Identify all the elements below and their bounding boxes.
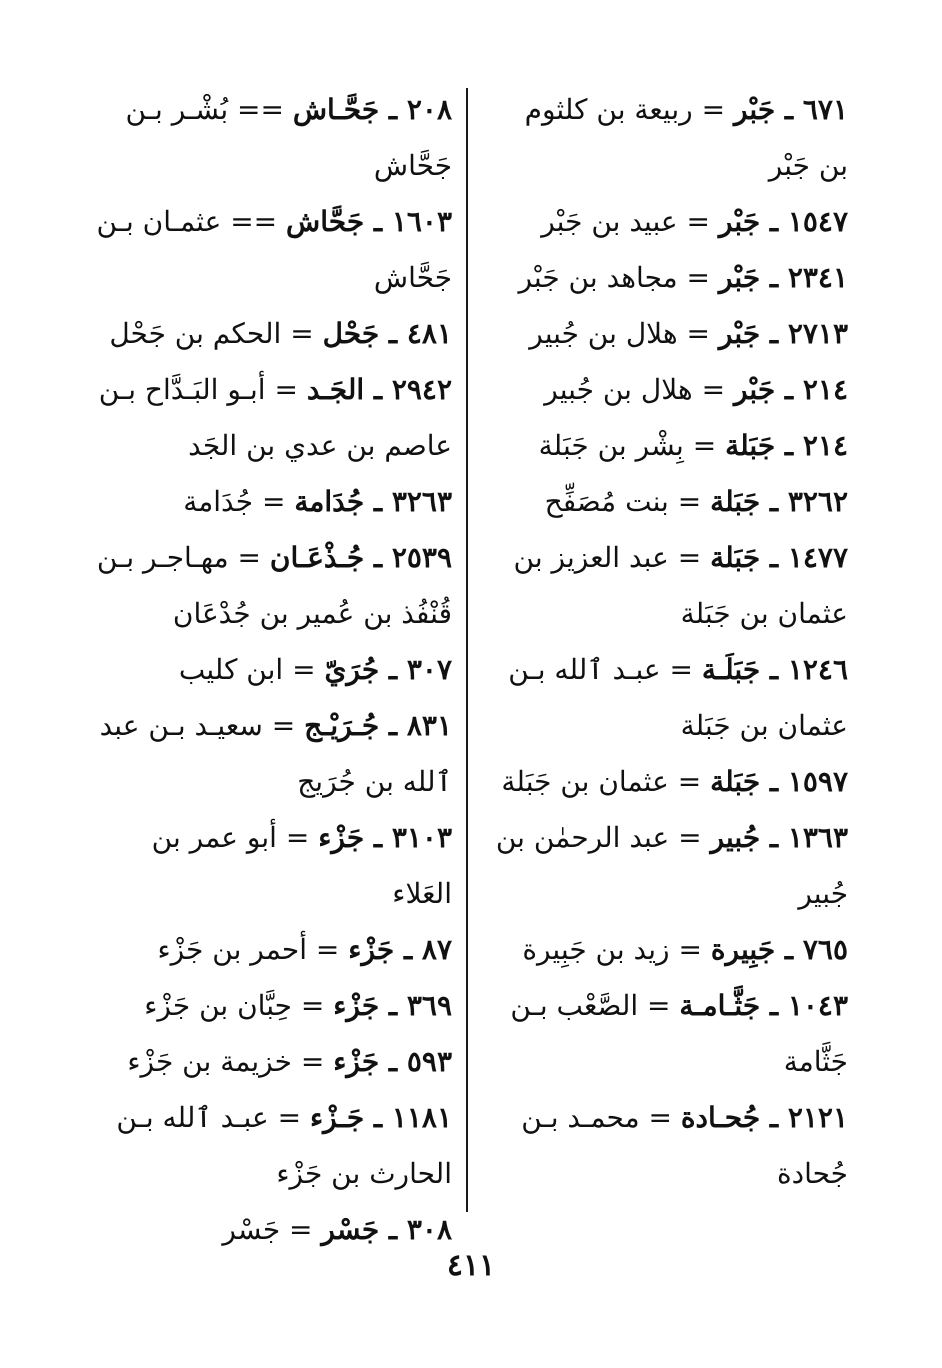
entry-text: الحكم بن جَحْل — [109, 317, 282, 350]
entry-headword: جَبْر — [733, 93, 776, 126]
index-entry — [492, 418, 848, 474]
index-entry — [492, 82, 848, 194]
entry-number: ٥٩٣ — [406, 1045, 452, 1078]
entry-equals: = — [701, 373, 726, 406]
entry-number: ٢١٤ — [802, 373, 848, 406]
index-entry — [492, 1090, 848, 1202]
index-entry — [96, 698, 452, 810]
index-entry — [96, 978, 452, 1034]
entry-headword: جَـزْء — [310, 1101, 365, 1134]
entry-equals: = — [678, 933, 702, 966]
index-entry — [492, 642, 848, 754]
entry-dash: ـ — [760, 317, 788, 350]
entry-equals: = — [274, 373, 298, 406]
entry-headword: جَبَلة — [710, 541, 761, 574]
entry-dash: ـ — [394, 933, 422, 966]
entry-dash: ـ — [760, 261, 788, 294]
entry-number: ١٠٤٣ — [787, 989, 848, 1022]
entry-equals: = — [686, 205, 711, 238]
entry-equals: = — [290, 317, 314, 350]
entry-dash: ـ — [775, 373, 803, 406]
entry-number: ٣٢٦٢ — [787, 485, 848, 518]
entry-number: ٦٧١ — [802, 93, 848, 126]
entry-dash: ـ — [379, 317, 407, 350]
entry-dash: ـ — [760, 821, 788, 854]
entry-number: ٢١٤ — [802, 429, 848, 462]
index-entry — [96, 474, 452, 530]
column-divider — [466, 88, 468, 1212]
entry-equals: = — [678, 821, 702, 854]
index-entry — [96, 362, 452, 474]
entry-text: مهـاجـر بـن قُنْفُذ بن عُمير بن جُدْعَان — [96, 541, 452, 630]
index-entry — [492, 978, 848, 1090]
index-entry — [492, 474, 848, 530]
entry-dash: ـ — [364, 373, 392, 406]
entry-text: أبـو البَـدَّاح بـن عاصم بن عدي بن الجَد — [98, 373, 452, 462]
entry-dash: ـ — [379, 653, 407, 686]
entry-text: بِشْر بن جَبَلة — [538, 429, 684, 462]
entry-headword: جَبْر — [733, 373, 776, 406]
entry-dash: ـ — [379, 1045, 407, 1078]
entry-text: مجاهد بن جَبْر — [518, 261, 678, 294]
entry-equals: = — [277, 1101, 302, 1134]
entry-text: الصَّعْب بـن جَثَّامة — [510, 989, 848, 1078]
entry-number: ٣٦٩ — [406, 989, 452, 1022]
entry-equals: = — [677, 765, 702, 798]
entry-text: هلال بن جُبير — [544, 373, 693, 406]
entry-equals: == — [237, 93, 284, 126]
entry-number: ٢٣٤١ — [787, 261, 848, 294]
entry-headword: جَزْء — [333, 989, 380, 1022]
entry-number: ١٦٠٣ — [391, 205, 452, 238]
entry-headword: جَبِيرة — [710, 933, 776, 966]
entry-number: ٢٥٣٩ — [391, 541, 452, 574]
entry-equals: = — [300, 989, 325, 1022]
entry-text: حِبَّان بن جَزْء — [144, 989, 292, 1022]
entry-dash: ـ — [364, 541, 392, 574]
index-entry — [492, 810, 848, 922]
entry-headword: جَبَلَـة — [701, 653, 761, 686]
entry-text: عبـد ٱلله بـن عثمان بن جَبَلة — [508, 653, 848, 742]
entry-equals: = — [677, 485, 702, 518]
index-entry — [492, 530, 848, 642]
entry-headword: جَبْر — [718, 261, 761, 294]
entry-headword: جُرَيّ — [324, 653, 380, 686]
entry-dash: ـ — [775, 429, 803, 462]
entry-number: ٣٠٨ — [406, 1213, 452, 1246]
entry-equals: = — [289, 1213, 313, 1246]
entry-number: ١٥٩٧ — [787, 765, 848, 798]
entry-equals: = — [271, 709, 296, 742]
index-entry — [492, 754, 848, 810]
entry-text: ابن كليب — [178, 653, 284, 686]
index-entry — [96, 642, 452, 698]
entry-equals: = — [647, 989, 671, 1022]
entry-number: ٧٦٥ — [802, 933, 848, 966]
entry-dash: ـ — [364, 485, 392, 518]
entry-number: ٢٧١٣ — [787, 317, 848, 350]
index-entry — [96, 810, 452, 922]
entry-text: عبيد بن جَبْر — [541, 205, 678, 238]
entry-dash: ـ — [364, 1101, 392, 1134]
entry-dash: ـ — [364, 821, 392, 854]
entry-equals: = — [692, 429, 717, 462]
entry-dash: ـ — [760, 485, 788, 518]
entry-text: عبد العزيز بن عثمان بن جَبَلة — [513, 541, 848, 630]
entry-text: سعيـد بـن عبد ٱلله بن جُرَيج — [99, 709, 452, 798]
index-entry — [492, 194, 848, 250]
entry-equals: = — [315, 933, 340, 966]
entry-number: ١٣٦٣ — [787, 821, 848, 854]
entry-headword: الجَـد — [306, 373, 365, 406]
entry-headword: جَزْء — [318, 821, 365, 854]
entry-text: جُدَامة — [183, 485, 254, 518]
entry-equals: = — [292, 653, 316, 686]
entry-headword: جَثَّـامـة — [679, 989, 761, 1022]
entry-text: ربيعة بن كلثوم بن جَبْر — [524, 93, 848, 182]
entry-text: بُشْـر بـن جَحَّاش — [125, 93, 452, 182]
entry-number: ١١٨١ — [391, 1101, 452, 1134]
entry-text: هلال بن جُبير — [529, 317, 678, 350]
entry-text: جَسْر — [222, 1213, 281, 1246]
entry-dash: ـ — [379, 989, 407, 1022]
entry-number: ٨٧ — [421, 933, 452, 966]
entry-headword: جَزْء — [348, 933, 395, 966]
entry-headword: جُدَامة — [294, 485, 365, 518]
entry-headword: جَبَلة — [710, 765, 761, 798]
index-entry — [96, 922, 452, 978]
entry-headword: جَبَلة — [710, 485, 761, 518]
entry-headword: جَحَّاش — [286, 205, 365, 238]
entry-dash: ـ — [379, 709, 407, 742]
entry-headword: جَبَلة — [725, 429, 776, 462]
entry-equals: = — [686, 261, 711, 294]
index-column-left — [96, 82, 452, 1258]
index-entry — [96, 194, 452, 306]
entry-number: ٨٣١ — [406, 709, 452, 742]
entry-equals: = — [261, 485, 286, 518]
page-number: ٤١١ — [446, 1248, 496, 1283]
entry-headword: جُـرَيْـج — [304, 709, 380, 742]
entry-headword: جُبير — [710, 821, 761, 854]
entry-text: محمـد بـن جُحادة — [521, 1101, 848, 1190]
entry-equals: = — [285, 821, 310, 854]
entry-equals: = — [701, 93, 726, 126]
entry-number: ١٤٧٧ — [787, 541, 848, 574]
entry-dash: ـ — [775, 93, 803, 126]
entry-equals: = — [237, 541, 262, 574]
entry-dash: ـ — [379, 93, 407, 126]
entry-headword: جَبْر — [718, 205, 761, 238]
index-entry — [96, 530, 452, 642]
entry-number: ٢٠٨ — [406, 93, 452, 126]
entry-text: عثمان بن جَبَلة — [501, 765, 669, 798]
entry-number: ٣٠٧ — [406, 653, 452, 686]
entry-text: أحمر بن جَزْء — [157, 933, 307, 966]
entry-headword: جَسْر — [321, 1213, 380, 1246]
entry-text: عثمـان بـن جَحَّاش — [96, 205, 452, 294]
entry-number: ٢٩٤٢ — [391, 373, 452, 406]
entry-dash: ـ — [760, 541, 788, 574]
entry-number: ٣١٠٣ — [391, 821, 452, 854]
entry-equals: = — [300, 1045, 325, 1078]
index-entry — [492, 306, 848, 362]
entry-dash: ـ — [760, 653, 788, 686]
entry-text: عبد الرحمٰن بن جُبير — [495, 821, 848, 910]
entry-headword: جَحْل — [322, 317, 380, 350]
index-column-right — [492, 82, 848, 1202]
entry-equals: = — [669, 653, 693, 686]
entry-dash: ـ — [760, 1101, 788, 1134]
entry-number: ٢١٢١ — [787, 1101, 848, 1134]
entry-dash: ـ — [760, 765, 788, 798]
entry-number: ٤٨١ — [406, 317, 452, 350]
entry-equals: = — [648, 1101, 672, 1134]
entry-equals: == — [230, 205, 278, 238]
entry-number: ١٢٤٦ — [787, 653, 848, 686]
entry-text: عبـد ٱلله بـن الحارث بن جَزْء — [116, 1101, 452, 1190]
entry-dash: ـ — [364, 205, 392, 238]
index-entry — [492, 250, 848, 306]
entry-number: ٣٢٦٣ — [391, 485, 452, 518]
entry-number: ١٥٤٧ — [787, 205, 848, 238]
entry-headword: جَبْر — [718, 317, 761, 350]
entry-text: زيد بن جَبِيرة — [522, 933, 670, 966]
entry-text: أبو عمر بن العَلاء — [151, 821, 452, 910]
entry-headword: جَحَّـاش — [292, 93, 380, 126]
entry-headword: جُحـادة — [680, 1101, 761, 1134]
index-entry — [96, 306, 452, 362]
index-entry — [96, 82, 452, 194]
entry-text: بنت مُصَفِّح — [544, 485, 669, 518]
entry-headword: جُـذْعَـان — [269, 541, 365, 574]
index-entry — [492, 922, 848, 978]
entry-dash: ـ — [775, 933, 803, 966]
index-entry — [492, 362, 848, 418]
index-entry — [96, 1034, 452, 1090]
index-entry — [96, 1090, 452, 1202]
entry-text: خزيمة بن جَزْء — [127, 1045, 292, 1078]
entry-dash: ـ — [760, 989, 788, 1022]
entry-equals: = — [677, 541, 702, 574]
entry-headword: جَزْء — [333, 1045, 380, 1078]
entry-dash: ـ — [760, 205, 788, 238]
entry-dash: ـ — [379, 1213, 407, 1246]
entry-equals: = — [686, 317, 711, 350]
